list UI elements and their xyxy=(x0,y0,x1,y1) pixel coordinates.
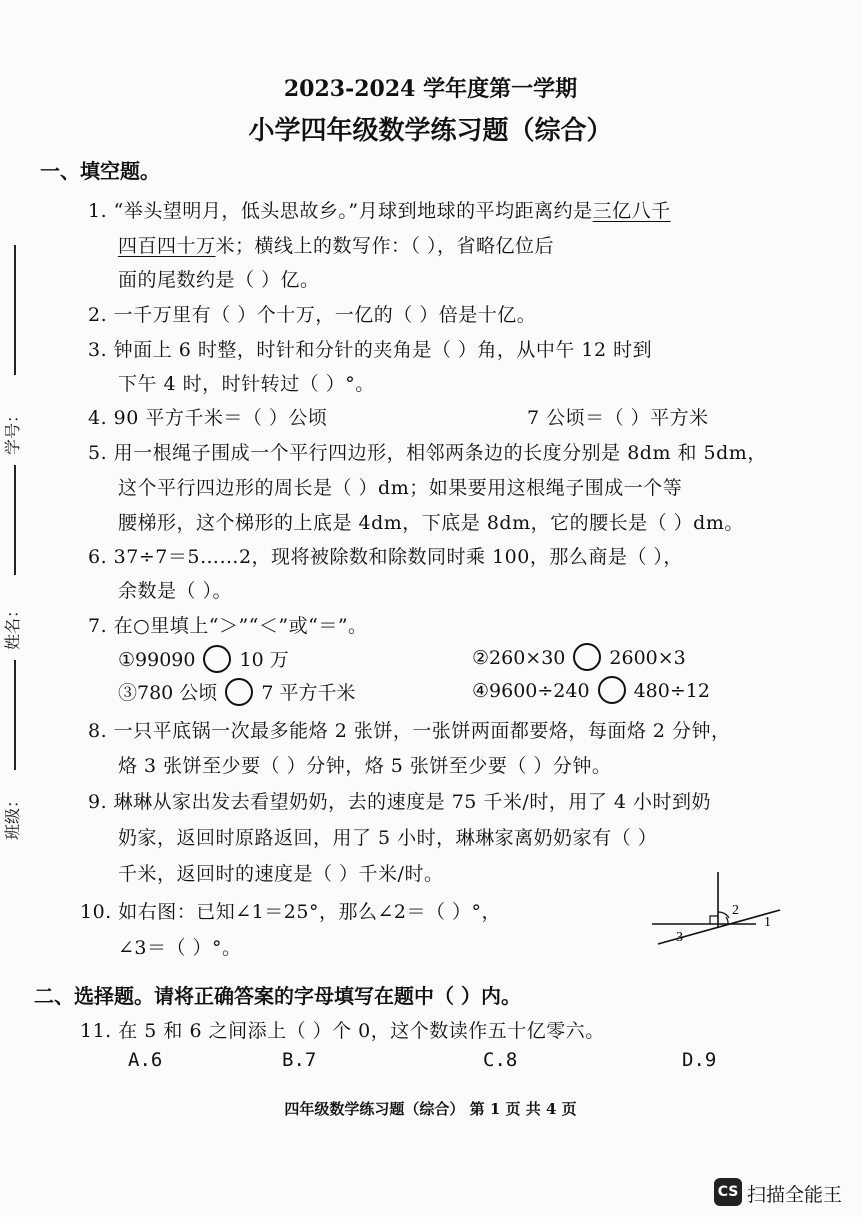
q6-line2: 余数是（ ）。 xyxy=(118,580,233,602)
margin-line-bottom xyxy=(14,660,16,770)
q7-compare-2 xyxy=(472,645,686,673)
right-angle-mark xyxy=(710,916,718,924)
q1-text: 1. “举头望明月，低头思故乡。”月球到地球的平均距离约是 xyxy=(88,200,593,222)
q9-line1: 9. 琳琳从家出发去看望奶奶，去的速度是 75 千米/时，用了 4 小时到奶 xyxy=(88,791,711,813)
q8-line1: 8. 一只平底锅一次最多能烙 2 张饼，一张饼两面都要烙，每面烙 2 分钟， xyxy=(88,720,731,742)
angle-figure xyxy=(648,868,783,958)
q8-line2: 烙 3 张饼至少要（ ）分钟，烙 5 张饼至少要（ ）分钟。 xyxy=(118,755,612,777)
q7-c2-left: ②260×30 xyxy=(472,647,566,669)
q3-line1: 3. 钟面上 6 时整，时针和分针的夹角是（ ）角，从中午 12 时到 xyxy=(88,339,653,361)
q7-c4-left: ④9600÷240 xyxy=(472,680,590,702)
margin-line-mid xyxy=(14,465,16,575)
margin-line-top xyxy=(14,245,16,375)
q11: 11. 在 5 和 6 之间添上（ ）个 0，这个数读作五十亿零六。 xyxy=(80,1020,605,1042)
answer-circle[interactable] xyxy=(225,678,253,706)
answer-circle[interactable] xyxy=(598,676,626,704)
q1-line1 xyxy=(88,196,671,223)
section1-heading: 一、填空题。 xyxy=(40,159,160,183)
q4-part-a: 4. 90 平方千米＝（ ）公顷 xyxy=(88,407,328,429)
q5-line2: 这个平行四边形的周长是（ ）dm；如果要用这根绳子围成一个等 xyxy=(118,477,683,499)
q2: 2. 一千万里有（ ）个十万，一亿的（ ）倍是十亿。 xyxy=(88,304,537,326)
q6-line1: 6. 37÷7＝5……2，现将被除数和除数同时乘 100，那么商是（ ）， xyxy=(88,546,683,568)
q7-compare-1 xyxy=(118,645,289,675)
camscanner-logo-icon: CS xyxy=(714,1178,742,1206)
q11-option-a[interactable]: A.6 xyxy=(128,1049,163,1071)
q5-line1: 5. 用一根绳子围成一个平行四边形，相邻两条边的长度分别是 8dm 和 5dm， xyxy=(88,442,767,464)
exam-year-title: 2023-2024 学年度第一学期 xyxy=(283,76,578,102)
angle1-arc xyxy=(726,917,728,924)
exam-title: 小学四年级数学练习题（综合） xyxy=(248,116,613,146)
angle2-arc xyxy=(718,912,729,918)
q10-line1: 10. 如右图：已知∠1＝25°，那么∠2＝（ ）°， xyxy=(80,901,501,923)
scanner-brand-text: 扫描全能王 xyxy=(747,1184,843,1206)
q11-option-b[interactable]: B.7 xyxy=(282,1049,317,1071)
angle2-label: 2 xyxy=(732,903,739,918)
margin-label-id: 学号： xyxy=(3,406,22,455)
q9-line3: 千米，返回时的速度是（ ）千米/时。 xyxy=(118,863,444,885)
q9-line2: 奶家，返回时原路返回，用了 5 小时，琳琳家离奶奶家有（ ） xyxy=(118,827,658,849)
q7-line1: 7. 在○里填上“＞”“＜”或“＝”。 xyxy=(88,615,368,637)
q1-underlined-number-cont: 四百四十万 xyxy=(118,235,216,257)
q7-compare-4 xyxy=(472,678,710,706)
angle1-label: 1 xyxy=(764,915,771,930)
q1-text-2: 米；横线上的数写作：（ ），省略亿位后 xyxy=(215,235,555,257)
q3-line2: 下午 4 时，时针转过（ ）°。 xyxy=(118,373,375,395)
q11-option-c[interactable]: C.8 xyxy=(483,1049,518,1071)
margin-label-name: 姓名： xyxy=(3,601,22,650)
q7-c1-right: 10 万 xyxy=(239,649,289,671)
q11-option-d[interactable]: D.9 xyxy=(682,1049,717,1071)
margin-label-class: 班级： xyxy=(3,791,22,840)
answer-circle[interactable] xyxy=(203,645,231,673)
q7-c2-right: 2600×3 xyxy=(609,647,686,669)
q7-c3-left: ③780 公顷 xyxy=(118,682,218,704)
q7-compare-3 xyxy=(118,678,355,708)
answer-circle[interactable] xyxy=(573,643,601,671)
q1-line2 xyxy=(118,231,554,258)
q4-part-b: 7 公顷＝（ ）平方米 xyxy=(527,407,709,429)
q1-line3: 面的尾数约是（ ）亿。 xyxy=(118,269,320,291)
angle3-label: 3 xyxy=(676,930,683,945)
q7-c3-right: 7 平方千米 xyxy=(261,682,356,704)
q5-line3: 腰梯形，这个梯形的上底是 4dm，下底是 8dm，它的腰长是（ ）dm。 xyxy=(118,512,744,534)
section2-heading: 二、选择题。请将正确答案的字母填写在题中（ ）内。 xyxy=(34,984,521,1008)
q1-underlined-number: 三亿八千 xyxy=(592,200,671,222)
q7-c1-left: ①99090 xyxy=(118,649,196,671)
q7-c4-right: 480÷12 xyxy=(633,680,710,702)
page-footer: 四年级数学练习题（综合） 第 1 页 共 4 页 xyxy=(284,1100,577,1118)
q10-line2: ∠3＝（ ）°。 xyxy=(118,937,242,959)
